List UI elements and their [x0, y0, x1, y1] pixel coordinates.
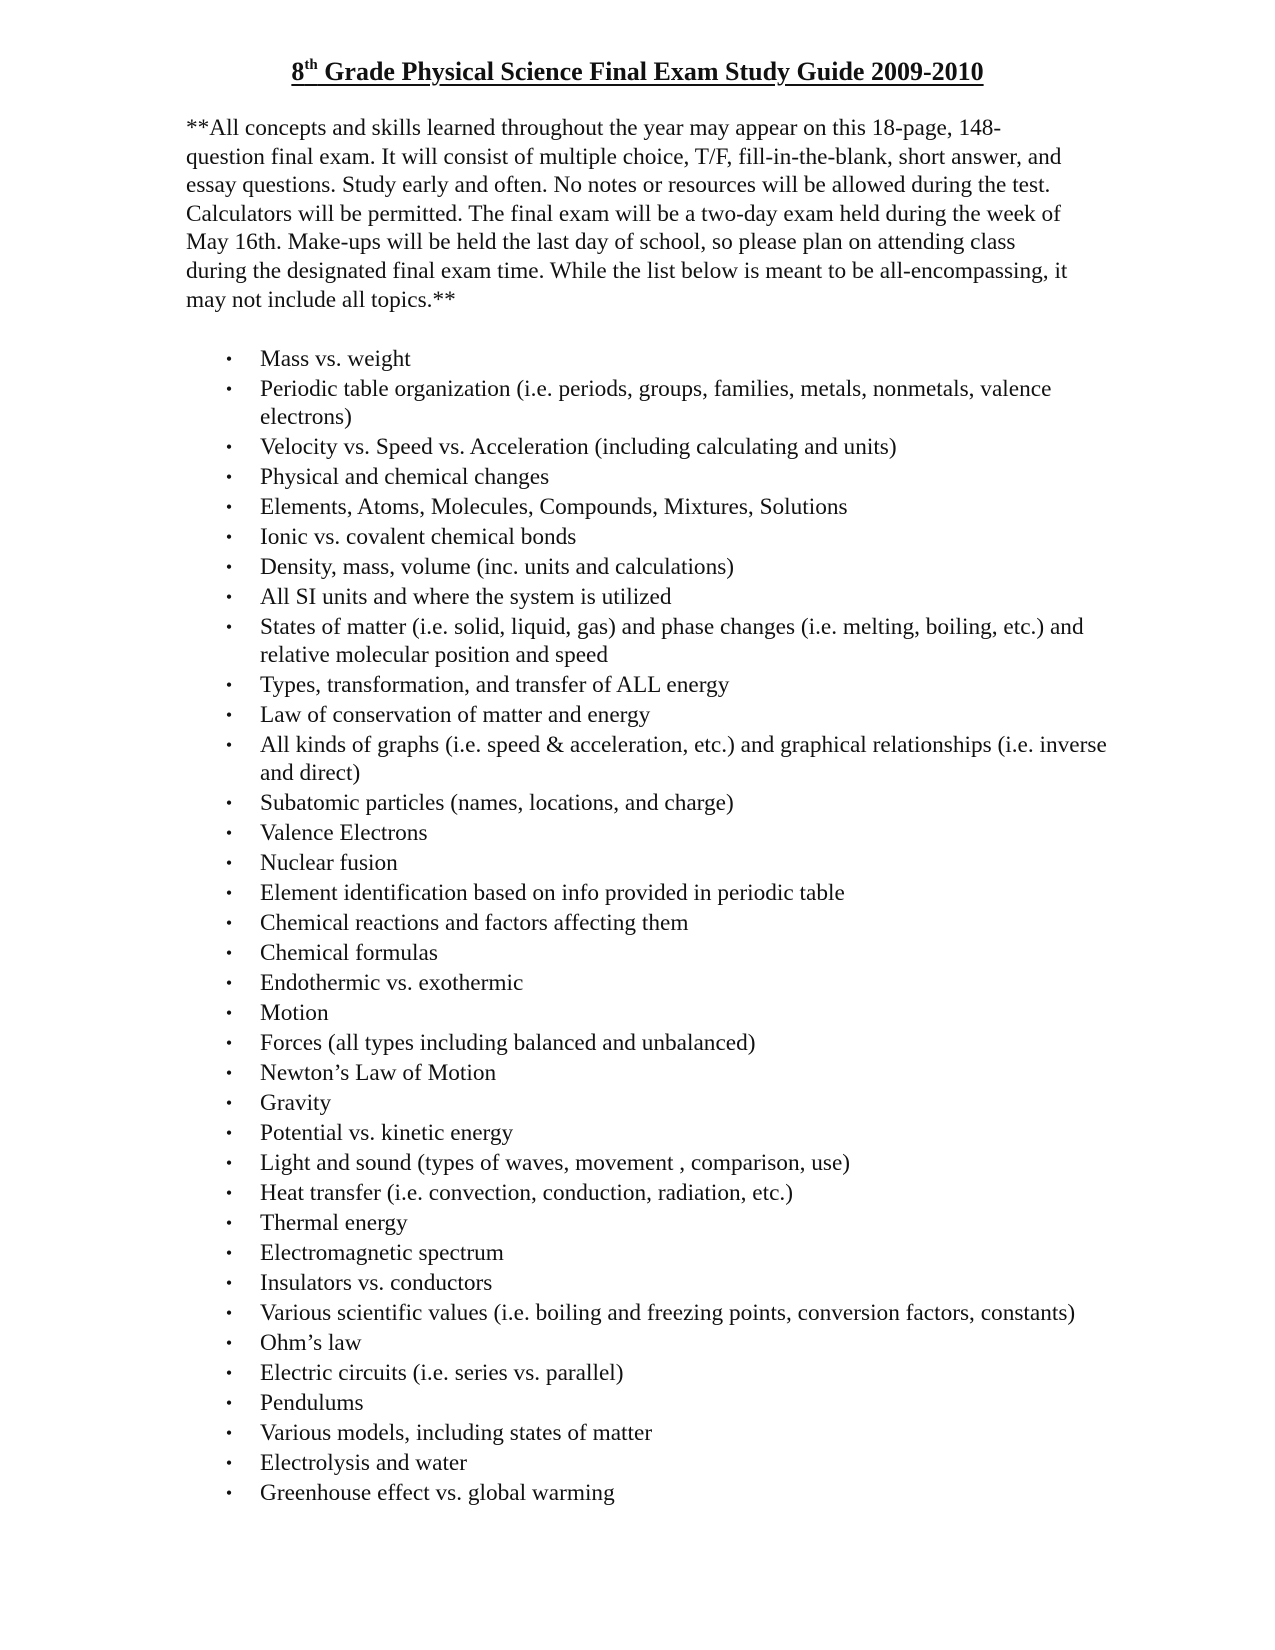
title-superscript: th: [304, 57, 318, 73]
list-item: [186, 493, 1146, 521]
list-item: [186, 1209, 1146, 1237]
topic-text: Mass vs. weight: [260, 346, 411, 372]
bullet-icon: •: [225, 675, 233, 695]
topic-text: Valence Electrons: [260, 820, 428, 846]
list-item: [186, 849, 1146, 877]
bullet-icon: •: [225, 943, 233, 963]
topic-text: Endothermic vs. exothermic: [260, 970, 524, 996]
list-item: [186, 375, 1146, 431]
bullet-icon: •: [225, 1303, 233, 1323]
topic-text: Law of conservation of matter and energy: [260, 702, 651, 728]
topic-text: Greenhouse effect vs. global warming: [260, 1480, 615, 1506]
list-item: [186, 789, 1146, 817]
topic-text: Newton’s Law of Motion: [260, 1060, 497, 1086]
bullet-icon: •: [225, 735, 233, 755]
list-item: [186, 701, 1146, 729]
list-item: [186, 969, 1146, 997]
bullet-icon: •: [225, 1123, 233, 1143]
title-grade-number: 8: [291, 57, 305, 86]
list-item: [186, 613, 1146, 669]
topic-text: Ohm’s law: [260, 1330, 362, 1356]
list-item: [186, 819, 1146, 847]
list-item: [186, 939, 1146, 967]
bullet-icon: •: [225, 437, 233, 457]
topic-text: Light and sound (types of waves, movement , comparison, use): [260, 1150, 851, 1176]
list-item: [186, 1089, 1146, 1117]
bullet-icon: •: [225, 793, 233, 813]
bullet-icon: •: [225, 497, 233, 517]
bullet-icon: •: [225, 1333, 233, 1353]
topic-text: Chemical formulas: [260, 940, 438, 966]
bullet-icon: •: [225, 1483, 233, 1503]
bullet-icon: •: [225, 1003, 233, 1023]
topic-text: Subatomic particles (names, locations, and charge): [260, 790, 734, 816]
list-item: [186, 1389, 1146, 1417]
topic-text: Gravity: [260, 1090, 332, 1116]
list-item: [186, 1179, 1146, 1207]
list-item: [186, 1239, 1146, 1267]
bullet-icon: •: [225, 1453, 233, 1473]
bullet-icon: •: [225, 1243, 233, 1263]
topic-text: Nuclear fusion: [260, 850, 398, 876]
bullet-icon: •: [225, 467, 233, 487]
list-item: [186, 879, 1146, 907]
bullet-icon: •: [225, 1093, 233, 1113]
bullet-icon: •: [225, 1033, 233, 1053]
topic-text: Electric circuits (i.e. series vs. parallel): [260, 1360, 624, 1386]
topic-text: Element identification based on info provided in periodic table: [260, 880, 845, 906]
topic-text: Physical and chemical changes: [260, 464, 550, 490]
topic-text: Motion: [260, 1000, 329, 1026]
topic-text: Periodic table organization (i.e. periods, groups, families, metals, nonmetals, valence electrons): [260, 376, 1052, 430]
topic-text: Chemical reactions and factors affecting them: [260, 910, 689, 936]
list-item: [186, 523, 1146, 551]
bullet-icon: •: [225, 557, 233, 577]
bullet-icon: •: [225, 1363, 233, 1383]
list-item: [186, 999, 1146, 1027]
bullet-icon: •: [225, 1183, 233, 1203]
list-item: [186, 1359, 1146, 1387]
topic-text: Forces (all types including balanced and unbalanced): [260, 1030, 756, 1056]
list-item: [186, 1029, 1146, 1057]
topic-text: Various scientific values (i.e. boiling and freezing points, conversion factors, constants): [260, 1300, 1076, 1326]
list-item: [186, 1479, 1146, 1507]
topic-text: Pendulums: [260, 1390, 364, 1416]
list-item: [186, 1449, 1146, 1477]
bullet-icon: •: [225, 1393, 233, 1413]
bullet-icon: •: [225, 1273, 233, 1293]
intro-paragraph: **All concepts and skills learned throughout the year may appear on this 18-page, 148- question final exam. It will consist of multiple choice, T/F, fill-in-the-blank, short answer, and essay questions. Study early and often. No notes or resources will be allowed during the test. Calculators will be permitted. The final exam will be a two-day exam held during the week of May 16th. Make-ups will be held the last day of school, so please plan on attending class during the designated final exam time. While the list below is meant to be all-encompassing, it may not include all topics.**: [186, 115, 1068, 313]
list-item: [186, 463, 1146, 491]
topic-text: Density, mass, volume (inc. units and calculations): [260, 554, 735, 580]
bullet-icon: •: [225, 349, 233, 369]
list-item: [186, 1329, 1146, 1357]
title-text: [291, 57, 983, 86]
topic-text: Insulators vs. conductors: [260, 1270, 493, 1296]
list-item: [186, 433, 1146, 461]
list-item: [186, 671, 1146, 699]
list-item: [186, 909, 1146, 937]
bullet-icon: •: [225, 823, 233, 843]
topic-text: Heat transfer (i.e. convection, conduction, radiation, etc.): [260, 1180, 794, 1206]
list-item: [186, 553, 1146, 581]
topics-list: [186, 345, 1146, 1509]
page-title: [0, 52, 1275, 92]
list-item: [186, 731, 1146, 787]
topic-text: Ionic vs. covalent chemical bonds: [260, 524, 577, 550]
bullet-icon: •: [225, 379, 233, 399]
list-item: [186, 1269, 1146, 1297]
bullet-icon: •: [225, 1153, 233, 1173]
topic-text: Velocity vs. Speed vs. Acceleration (including calculating and units): [260, 434, 897, 460]
topic-text: All kinds of graphs (i.e. speed & acceleration, etc.) and graphical relationships (i.e. inverse and direct): [260, 732, 1107, 786]
bullet-icon: •: [225, 705, 233, 725]
topic-text: Electromagnetic spectrum: [260, 1240, 504, 1266]
topic-text: Electrolysis and water: [260, 1450, 468, 1476]
bullet-icon: •: [225, 883, 233, 903]
bullet-icon: •: [225, 913, 233, 933]
title-rest: Grade Physical Science Final Exam Study Guide 2009-2010: [317, 57, 984, 86]
list-item: [186, 1149, 1146, 1177]
topic-text: States of matter (i.e. solid, liquid, gas) and phase changes (i.e. melting, boiling, etc.) and relative molecular position and speed: [260, 614, 1084, 668]
topic-text: Thermal energy: [260, 1210, 408, 1236]
topic-text: Elements, Atoms, Molecules, Compounds, Mixtures, Solutions: [260, 494, 848, 520]
list-item: [186, 583, 1146, 611]
bullet-icon: •: [225, 973, 233, 993]
bullet-icon: •: [225, 1063, 233, 1083]
bullet-icon: •: [225, 527, 233, 547]
bullet-icon: •: [225, 617, 233, 637]
list-item: [186, 1059, 1146, 1087]
bullet-icon: •: [225, 1213, 233, 1233]
list-item: [186, 1419, 1146, 1447]
topic-text: Various models, including states of matter: [260, 1420, 653, 1446]
list-item: [186, 345, 1146, 373]
topic-text: Potential vs. kinetic energy: [260, 1120, 514, 1146]
bullet-icon: •: [225, 1423, 233, 1443]
topic-text: All SI units and where the system is utilized: [260, 584, 672, 610]
bullet-icon: •: [225, 853, 233, 873]
list-item: [186, 1299, 1146, 1327]
bullet-icon: •: [225, 587, 233, 607]
topic-text: Types, transformation, and transfer of ALL energy: [260, 672, 730, 698]
list-item: [186, 1119, 1146, 1147]
